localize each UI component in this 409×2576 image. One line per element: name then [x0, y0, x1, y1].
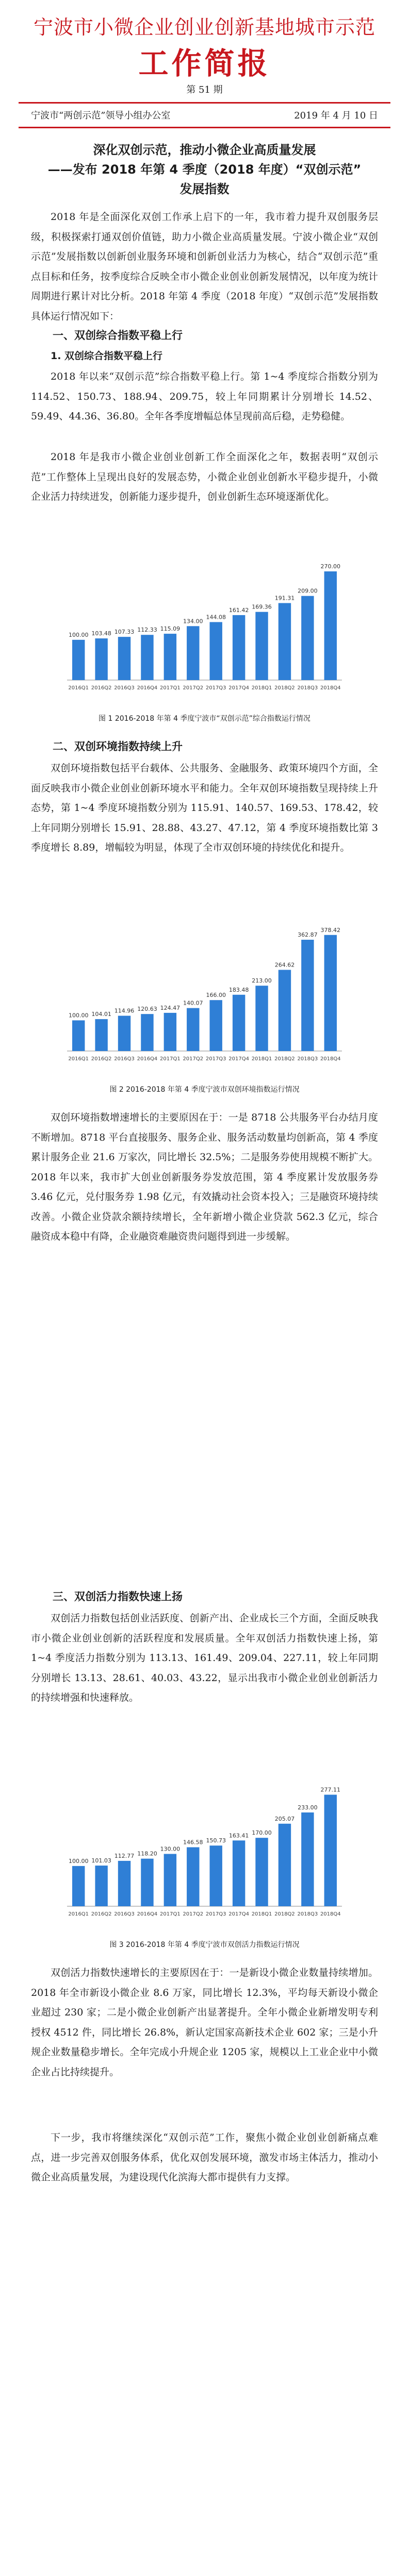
bar-value-label: 100.00 — [68, 631, 89, 638]
article-title-line3: 发展指数 — [179, 182, 230, 196]
bar-2018Q3 — [301, 596, 314, 680]
bar-value-label: 101.03 — [91, 1857, 111, 1865]
bar-value-label: 112.33 — [137, 626, 157, 634]
bar-2018Q2 — [279, 603, 291, 680]
section1-heading: 一、双创综合指数平稳上行 — [53, 329, 183, 342]
composite-index-chart — [57, 536, 352, 706]
meta-rule — [19, 127, 390, 128]
bar-2017Q4 — [233, 1840, 245, 1906]
bar-value-label: 104.01 — [91, 1011, 111, 1018]
bar-2017Q3 — [209, 622, 222, 680]
category-tick-label: 2017Q2 — [183, 1911, 204, 1917]
category-tick-label: 2018Q2 — [274, 685, 295, 691]
bar-2016Q2 — [95, 1019, 107, 1051]
bar-2016Q3 — [118, 1861, 130, 1906]
bar-2018Q4 — [324, 1795, 337, 1906]
figure3-caption: 图 3 2016-2018 年第 4 季度宁波市双创活力指数运行情况 — [109, 1941, 300, 1949]
category-tick-label: 2016Q4 — [137, 685, 158, 691]
masthead-org: 宁波市小微企业创业创新基地城市示范 — [33, 16, 375, 39]
bar-value-label: 209.00 — [298, 587, 318, 595]
bar-value-label: 130.00 — [160, 1845, 181, 1853]
bar-value-label: 120.63 — [137, 1006, 157, 1013]
category-tick-label: 2018Q1 — [251, 1911, 272, 1917]
bar-value-label: 191.31 — [274, 595, 295, 602]
category-tick-label: 2018Q3 — [297, 1911, 318, 1917]
category-tick-label: 2018Q1 — [251, 685, 272, 691]
meta-row — [31, 108, 378, 122]
bar-2017Q1 — [164, 634, 176, 680]
bar-2018Q3 — [301, 1812, 314, 1906]
bar-value-label: 163.41 — [228, 1832, 249, 1839]
bar-2017Q4 — [233, 995, 245, 1051]
bar-value-label: 362.87 — [298, 931, 318, 939]
category-tick-label: 2018Q3 — [297, 1056, 318, 1062]
bar-value-label: 277.11 — [320, 1786, 341, 1793]
category-tick-label: 2017Q4 — [228, 1056, 249, 1062]
bar-2017Q1 — [164, 1854, 176, 1906]
bar-value-label: 100.00 — [68, 1857, 89, 1865]
bar-2017Q3 — [209, 1000, 222, 1051]
bar-2017Q3 — [209, 1845, 222, 1906]
bar-value-label: 170.00 — [252, 1829, 272, 1837]
category-tick-label: 2018Q1 — [251, 1056, 272, 1062]
category-tick-label: 2018Q2 — [274, 1911, 295, 1917]
bar-value-label: 134.00 — [183, 618, 203, 625]
bar-value-label: 107.33 — [114, 629, 135, 636]
bar-2018Q4 — [324, 935, 337, 1051]
category-tick-label: 2017Q3 — [205, 1056, 226, 1062]
category-tick-label: 2016Q2 — [91, 685, 112, 691]
category-tick-label: 2016Q2 — [91, 1911, 112, 1917]
bar-value-label: 144.08 — [206, 614, 226, 621]
category-tick-label: 2017Q2 — [183, 685, 204, 691]
section1-paragraph1: 2018 年以来“双创示范”综合指数平稳上行。第 1~4 季度综合指数分别为 114.52、150.73、188.94、209.75，较上年同期累计分别增长 14.52、59.49、44.36、36.80。全年各季度增幅总体呈现前高后稳，走势稳健。 — [31, 371, 378, 422]
article-title-line2: ——发布 2018 年第 4 季度（2018 年度）“双创示范” — [47, 162, 362, 177]
bar-2018Q1 — [255, 1838, 268, 1906]
bar-value-label: 114.96 — [114, 1007, 135, 1014]
masthead-rule — [19, 102, 390, 104]
category-tick-label: 2016Q1 — [68, 685, 89, 691]
bar-value-label: 100.00 — [68, 1012, 89, 1019]
bar-value-label: 166.00 — [206, 992, 226, 999]
bar-2017Q2 — [187, 1847, 199, 1906]
category-tick-label: 2017Q4 — [228, 1911, 249, 1917]
category-tick-label: 2016Q4 — [137, 1056, 158, 1062]
category-tick-label: 2016Q3 — [114, 1056, 135, 1062]
masthead-title: 工作简报 — [138, 46, 271, 81]
bar-2017Q1 — [164, 1013, 176, 1051]
section3-paragraph1: 双创活力指数包括创业活跃度、创新产出、企业成长三个方面，全面反映我市小微企业创业创新的活跃程度和发展质量。全年双创活力指数快速上扬，第 1~4 季度活力指数分别为 113.13、161.49、209.04、227.11，较上年同期分别增长 13.13、28.61、40.03、43.22，显示出我市小微企业创业创新活力的持续增强和快速释放。 — [31, 1613, 378, 1703]
bar-value-label: 115.09 — [160, 625, 181, 633]
intro-paragraph: 2018 年是全面深化双创工作承上启下的一年，我市着力提升双创服务层级，积极探索打通双创价值链，助力小微企业高质量发展。宁波小微企业“双创示范”发展指数以创新创业服务环境和创新创业活力为核心，结合“双创示范”重点目标和任务，按季度综合反映全市小微企业创业创新发展情况，以年度为统计周期进行累计对比分析。2018 年第 4 季度（2018 年度）“双创示范”发展指数具体运行情况如下： — [31, 211, 378, 322]
category-tick-label: 2016Q4 — [137, 1911, 158, 1917]
category-tick-label: 2016Q1 — [68, 1911, 89, 1917]
bar-2016Q4 — [141, 1859, 153, 1906]
category-tick-label: 2016Q3 — [114, 685, 135, 691]
category-tick-label: 2018Q3 — [297, 685, 318, 691]
bar-value-label: 146.58 — [183, 1839, 203, 1846]
meta-date: 2019 年 4 月 10 日 — [294, 110, 378, 121]
bar-2018Q1 — [255, 986, 268, 1051]
bar-2018Q3 — [301, 940, 314, 1051]
bar-2016Q2 — [95, 1866, 107, 1906]
category-tick-label: 2018Q4 — [320, 1056, 341, 1062]
section2-paragraph1: 双创环境指数包括平台载体、公共服务、金融服务、政策环境四个方面，全面反映我市小微企业创业创新环境水平和能力。全年双创环境指数呈现持续上升态势，第 1~4 季度环境指数分别为 115.91、140.57、169.53、178.42，较上年同期分别增长 15.91、28.88、43.27、47.12，第 4 季度环境指数比第 3 季度增长 8.89，增幅较为明显，体现了全市双创环境的持续优化和提升。 — [31, 762, 378, 853]
section2-paragraph2: 双创环境指数增速增长的主要原因在于：一是 8718 公共服务平台办结月度不断增加。8718 平台直接服务、服务企业、服务活动数量均创新高，第 4 季度累计服务企业 21.6 万家次，同比增长 32.5%；二是服务券使用规模不断扩大。2018 年以来，我市扩大创业创新服务券发放范围，第 4 季度累计发放服务券 3.46 亿元，兑付服务券 1.98 亿元，有效撬动社会资本投入；三是融资环境持续改善。小微企业贷款余额持续增长，全年新增小微企业贷款 562.3 亿元，综合融资成本稳中有降，企业融资难融资贵问题得到进一步缓解。 — [31, 1112, 378, 1242]
bar-2016Q4 — [141, 1014, 153, 1051]
meta-office: 宁波市“两创示范”领导小组办公室 — [31, 110, 171, 121]
bar-2016Q1 — [72, 1866, 85, 1906]
bar-2018Q4 — [324, 571, 337, 680]
bar-2017Q2 — [187, 1008, 199, 1051]
section3-paragraph3: 下一步，我市将继续深化“双创示范”工作，聚焦小微企业创业创新痛点难点，进一步完善双创服务体系，优化双创发展环境，激发市场主体活力，推动小微企业高质量发展，为建设现代化滨海大都市提供有力支撑。 — [31, 2132, 378, 2183]
bar-2016Q3 — [118, 1016, 130, 1051]
issue-number: 第 51 期 — [186, 84, 223, 95]
category-tick-label: 2016Q2 — [91, 1056, 112, 1062]
category-tick-label: 2017Q1 — [160, 685, 181, 691]
bar-2016Q3 — [118, 637, 130, 680]
category-tick-label: 2017Q4 — [228, 685, 249, 691]
section3-heading: 三、双创活力指数快速上扬 — [53, 1590, 183, 1603]
bar-value-label: 169.36 — [252, 603, 272, 611]
vitality-index-chart — [57, 1762, 352, 1932]
bar-2016Q4 — [141, 635, 153, 680]
bar-2016Q1 — [72, 1020, 85, 1051]
category-tick-label: 2017Q1 — [160, 1911, 181, 1917]
environment-index-chart — [57, 907, 352, 1077]
category-tick-label: 2016Q3 — [114, 1911, 135, 1917]
bar-2016Q1 — [72, 640, 85, 680]
section1-subheading: 1. 双创综合指数平稳上行 — [51, 350, 163, 362]
bar-value-label: 103.48 — [91, 630, 111, 637]
category-tick-label: 2018Q4 — [320, 685, 341, 691]
category-tick-label: 2017Q3 — [205, 685, 226, 691]
bar-2018Q1 — [255, 612, 268, 680]
bar-2017Q4 — [233, 615, 245, 680]
bar-value-label: 205.07 — [274, 1815, 295, 1822]
bar-value-label: 112.77 — [114, 1852, 135, 1859]
bar-2018Q2 — [279, 1824, 291, 1906]
figure1-caption: 图 1 2016-2018 年第 4 季度宁波市“双创示范”综合指数运行情况 — [99, 715, 310, 723]
bar-value-label: 150.73 — [206, 1837, 226, 1844]
bar-value-label: 264.62 — [274, 961, 295, 969]
category-tick-label: 2017Q1 — [160, 1056, 181, 1062]
category-tick-label: 2017Q3 — [205, 1911, 226, 1917]
figure2-caption: 图 2 2016-2018 年第 4 季度宁波市双创环境指数运行情况 — [109, 1086, 300, 1094]
bar-value-label: 270.00 — [320, 563, 341, 570]
section2-heading: 二、双创环境指数持续上升 — [53, 740, 183, 753]
bar-2016Q2 — [95, 638, 107, 680]
bar-value-label: 161.42 — [228, 606, 249, 614]
category-tick-label: 2018Q4 — [320, 1911, 341, 1917]
category-tick-label: 2016Q1 — [68, 1056, 89, 1062]
category-tick-label: 2017Q2 — [183, 1056, 204, 1062]
bar-2017Q2 — [187, 626, 199, 680]
bar-value-label: 140.07 — [183, 999, 203, 1007]
bar-value-label: 118.20 — [137, 1850, 157, 1857]
section1-paragraph2: 2018 年是我市小微企业创业创新工作全面深化之年，数据表明“双创示范”工作整体上呈现出良好的发展态势，小微企业创业创新水平稳步提升，小微企业活力持续迸发，创新能力逐步提升，创业创新生态环境逐渐优化。 — [31, 451, 378, 502]
category-tick-label: 2018Q2 — [274, 1056, 295, 1062]
bar-value-label: 213.00 — [252, 977, 272, 985]
bar-value-label: 124.47 — [160, 1004, 181, 1011]
bar-value-label: 378.42 — [320, 926, 341, 934]
bar-2018Q2 — [279, 970, 291, 1051]
article-title-line1: 深化双创示范，推动小微企业高质量发展 — [93, 143, 316, 157]
bar-value-label: 233.00 — [298, 1804, 318, 1811]
bar-value-label: 183.48 — [228, 986, 249, 993]
section3-paragraph2: 双创活力指数快速增长的主要原因在于：一是新设小微企业数量持续增加。2018 年全市新设小微企业 8.6 万家，同比增长 12.3%，平均每天新设小微企业超过 230 家；二是小微企业创新产出显著提升。全年小微企业新增发明专利授权 4512 件，同比增长 26.8%，新认定国家高新技术企业 602 家；三是小升规企业数量稳步增长。全年完成小升规企业 1205 家，规模以上工业企业中小微企业占比持续提升。 — [31, 1967, 378, 2078]
